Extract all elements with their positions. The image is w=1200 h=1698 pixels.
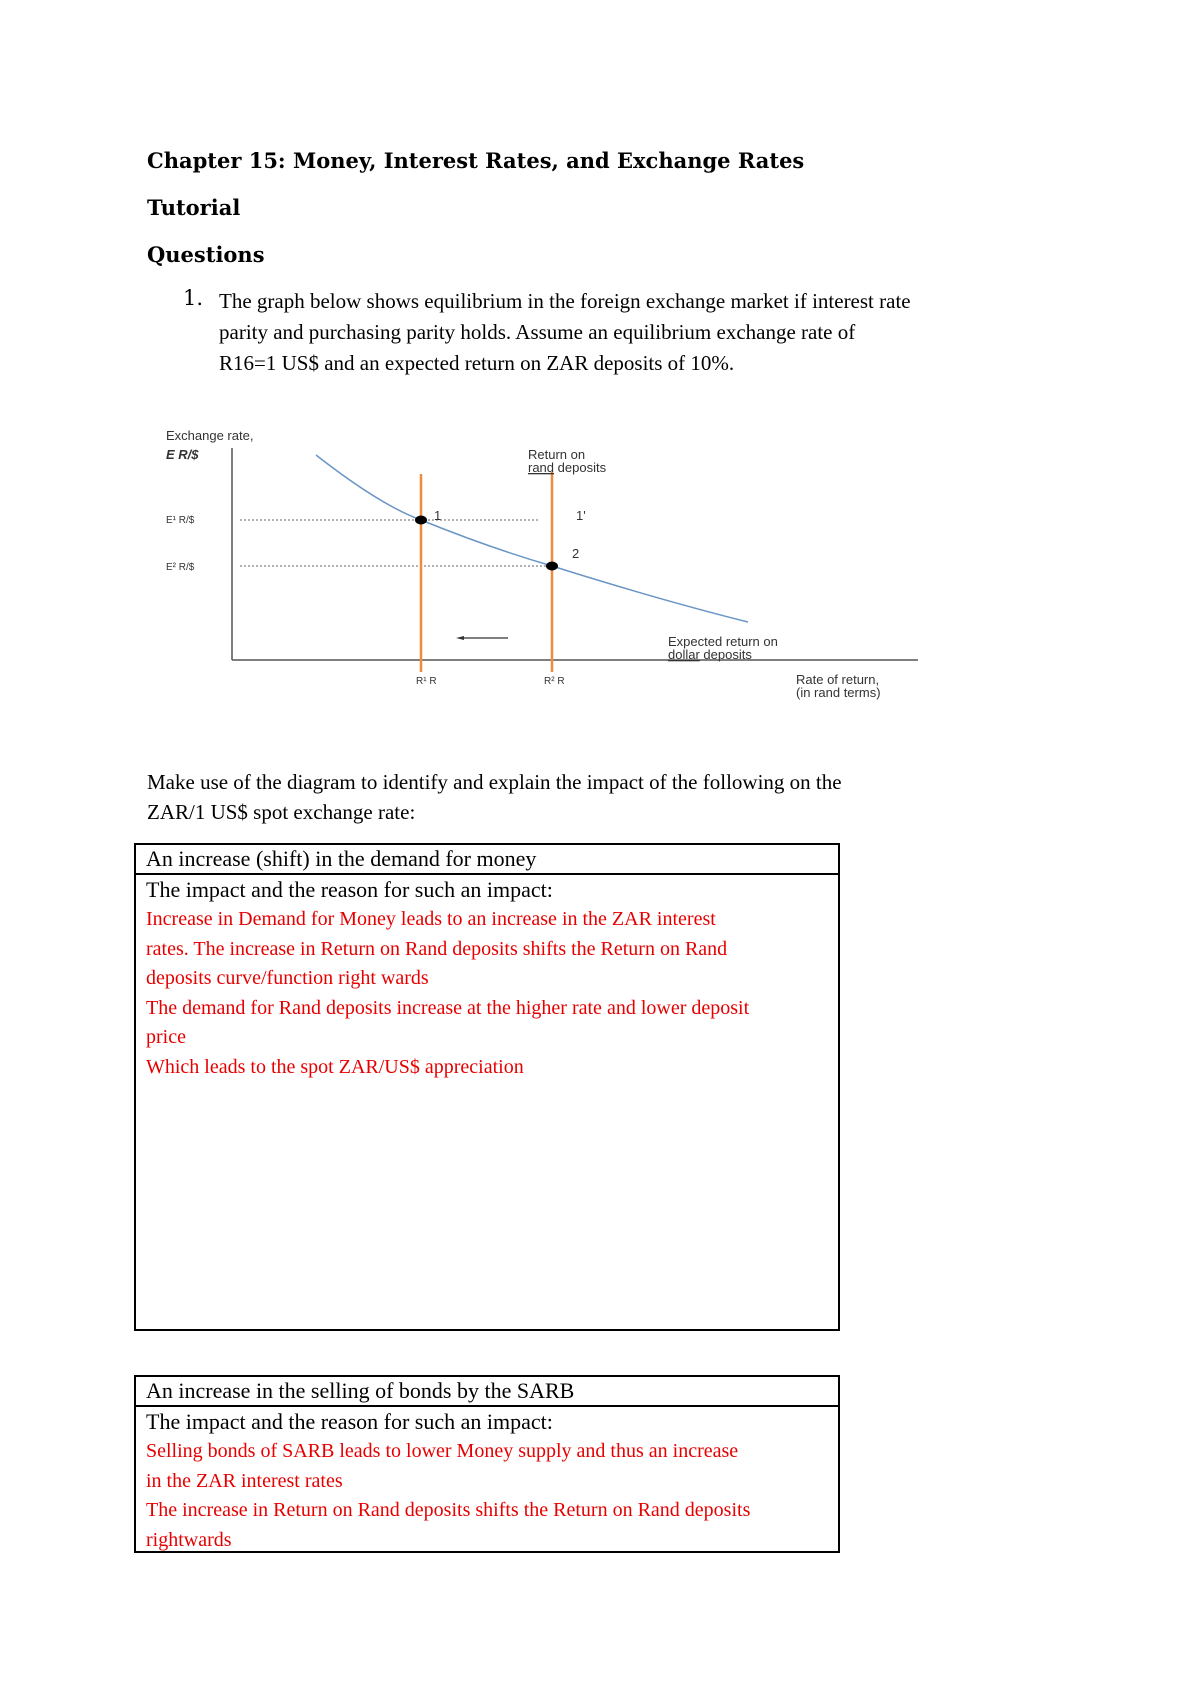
answer-line: Increase in Demand for Money leads to an increase in the ZAR interest bbox=[146, 908, 716, 930]
answer-line: Which leads to the spot ZAR/US$ appreciation bbox=[146, 1055, 524, 1078]
answer-line: rightwards bbox=[146, 1528, 232, 1551]
answer-line: The increase in Return on Rand deposits shifts the Return on Rand deposits bbox=[146, 1499, 751, 1521]
y-axis-label: Exchange rate, bbox=[166, 428, 254, 443]
box-heading: An increase (shift) in the demand for money bbox=[136, 845, 838, 875]
question-line: The graph below shows equilibrium in the foreign exchange market if interest rate bbox=[219, 289, 911, 313]
box-subheading: The impact and the reason for such an impact: bbox=[146, 1409, 553, 1434]
point-1-label: 1 bbox=[434, 508, 442, 523]
answer-line: price bbox=[146, 1026, 186, 1048]
answer-line: deposits curve/function right wards bbox=[146, 967, 429, 989]
answer-line: Selling bonds of SARB leads to lower Money supply and thus an increase bbox=[146, 1440, 739, 1462]
shift-arrow-head-icon bbox=[456, 636, 464, 640]
expected-return-label-2: dollar deposits bbox=[668, 647, 752, 662]
point-2-label: 2 bbox=[572, 546, 580, 561]
x-axis-label: Rate of return, bbox=[796, 672, 880, 687]
instruction-line: Make use of the diagram to identify and explain the impact of the following on the bbox=[147, 770, 842, 794]
x-axis-label-2: (in rand terms) bbox=[796, 685, 881, 700]
forex-diagram bbox=[0, 0, 1200, 720]
r2-label: R² R bbox=[544, 676, 565, 687]
point-1-prime-label: 1' bbox=[576, 508, 586, 523]
equilibrium-point-2 bbox=[546, 562, 558, 571]
instruction-text bbox=[147, 767, 1047, 827]
question-line: R16=1 US$ and an expected return on ZAR deposits of 10%. bbox=[219, 351, 735, 375]
answer-box-2 bbox=[134, 1375, 840, 1553]
expected-dollar-return-curve bbox=[316, 455, 748, 622]
answer-line: rates. The increase in Return on Rand deposits shifts the Return on Rand bbox=[146, 937, 728, 960]
box-heading: An increase in the selling of bonds by the SARB bbox=[136, 1377, 838, 1407]
return-rand-label: Return on bbox=[528, 447, 586, 462]
page-title: Chapter 15: Money, Interest Rates, and Exchange Rates bbox=[147, 148, 805, 173]
answer-box-1 bbox=[134, 843, 840, 1331]
r1-label: R¹ R bbox=[416, 676, 437, 687]
return-rand-label-2: rand deposits bbox=[528, 460, 607, 475]
equilibrium-point-1 bbox=[415, 516, 427, 525]
expected-return-label: Expected return on bbox=[668, 634, 778, 649]
question-line: parity and purchasing parity holds. Assume an equilibrium exchange rate of bbox=[219, 320, 856, 344]
answer-line: in the ZAR interest rates bbox=[146, 1469, 343, 1492]
e1-label: E¹ R/$ bbox=[166, 515, 195, 526]
box-subheading: The impact and the reason for such an impact: bbox=[146, 877, 553, 902]
answer-line: The demand for Rand deposits increase at the higher rate and lower deposit bbox=[146, 996, 750, 1019]
instruction-line: ZAR/1 US$ spot exchange rate: bbox=[147, 800, 416, 824]
tutorial-heading: Tutorial bbox=[147, 195, 241, 220]
questions-heading: Questions bbox=[147, 242, 265, 267]
e2-label: E² R/$ bbox=[166, 562, 195, 573]
y-axis-symbol: E R/$ bbox=[166, 447, 199, 462]
question-number: 1. bbox=[183, 286, 204, 310]
